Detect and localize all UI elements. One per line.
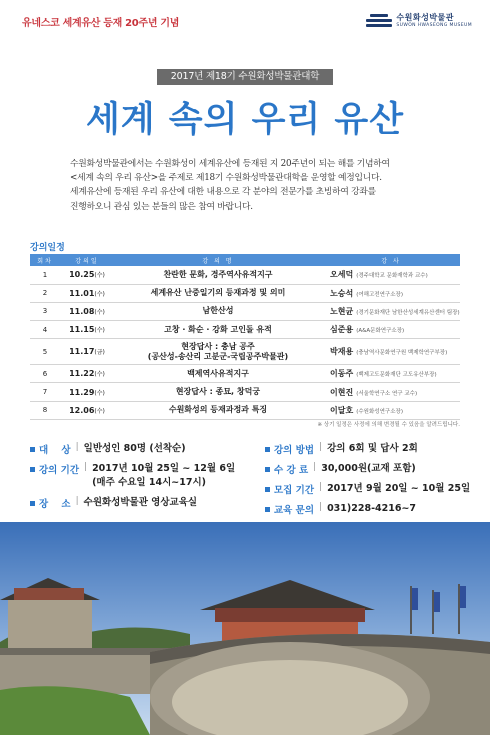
info-place: 장 소 | 수원화성박물관 영상교육실	[30, 496, 265, 510]
square-bullet-icon	[265, 487, 270, 492]
row-date: 11.29(수)	[60, 383, 114, 401]
table-row	[30, 339, 460, 365]
schedule-header-row	[30, 254, 460, 266]
info-fee: 수 강 료 | 30,000원(교재 포함)	[265, 462, 475, 476]
fortress-photo	[0, 522, 490, 735]
row-date: 11.15(수)	[60, 321, 114, 339]
info-period: 강의 기간 | 2017년 10월 25일 ~ 12월 6일 (매주 수요일 14시~17시)	[30, 462, 265, 490]
logo-text-ko: 수원화성박물관	[396, 12, 455, 22]
row-no: 3	[30, 302, 60, 320]
table-row	[30, 321, 460, 339]
info-contact: 교육 문의 | 031)228-4216~7	[265, 502, 475, 516]
page-title: 세계 속의 우리 유산	[85, 100, 405, 140]
row-lecturer: 박재용 (충남역사문화연구원 백제학연구부장)	[322, 339, 460, 365]
row-date: 11.01(수)	[60, 284, 114, 302]
row-topic: 수원화성의 등재과정과 특징	[114, 401, 322, 419]
square-bullet-icon	[30, 501, 35, 506]
table-row	[30, 266, 460, 284]
row-date: 11.22(수)	[60, 365, 114, 383]
info-recruit: 모집 기간 | 2017년 9월 20일 ~ 10월 25일	[265, 482, 475, 496]
square-bullet-icon	[30, 447, 35, 452]
row-no: 7	[30, 383, 60, 401]
row-lecturer: 이현진 (서울학연구소 연구 교수)	[322, 383, 460, 401]
row-topic: 백제역사유적지구	[114, 365, 322, 383]
table-row	[30, 401, 460, 419]
row-topic: 세계유산 난중일기의 등재과정 및 의미	[114, 284, 322, 302]
row-date: 11.17(금)	[60, 339, 114, 365]
row-date: 11.08(수)	[60, 302, 114, 320]
row-topic: 현장답사 : 충남 공주 (공산성-송산리 고분군-국립공주박물관)	[114, 339, 322, 365]
row-lecturer: 이동주 (백제고도문화재단 고도유산부장)	[322, 365, 460, 383]
row-topic: 찬란한 문화, 경주역사유적지구	[114, 266, 322, 284]
table-row	[30, 302, 460, 320]
row-lecturer: 이달호 (수원화성연구소장)	[322, 401, 460, 419]
row-topic: 남한산성	[114, 302, 322, 320]
square-bullet-icon	[30, 467, 35, 472]
header-topic: 강 의 명	[114, 254, 322, 266]
header-date: 강의일	[60, 254, 114, 266]
row-date: 12.06(수)	[60, 401, 114, 419]
info-right-column	[265, 442, 475, 522]
row-topic: 고창 · 화순 · 강화 고인돌 유적	[114, 321, 322, 339]
row-no: 2	[30, 284, 60, 302]
row-no: 8	[30, 401, 60, 419]
row-lecturer: 노현균 (경기문화재단 남한산성세계유산센터 팀장)	[322, 302, 460, 320]
header-no: 회차	[30, 254, 60, 266]
info-target: 대 상 | 일반성인 80명 (선착순)	[30, 442, 265, 456]
intro-text: 수원화성박물관에서는 수원화성이 세계유산에 등재된 지 20주년이 되는 해를 기념하여 <세계 속의 우리 유산>을 주제로 제18기 수원화성박물관대학을 운영할 예정입니다. 세계유산에 등재된 우리 유산에 대한 내용으로 각 분야의 전문가를 초빙하여 강좌를 진행하오니 관심 있는 분들의 많은 참여 바랍니다.	[70, 159, 390, 212]
program-banner: 2017년 제18기 수원화성박물관대학	[157, 69, 333, 85]
table-row	[30, 365, 460, 383]
museum-logo	[366, 12, 472, 28]
row-lecturer: 심준용 (A&A문화연구소장)	[322, 321, 460, 339]
schedule-label: 강의일정	[30, 243, 65, 253]
row-date: 10.25(수)	[60, 266, 114, 284]
square-bullet-icon	[265, 467, 270, 472]
row-lecturer: 오세덕 (경주대학교 문화재학과 교수)	[322, 266, 460, 284]
schedule-note: ※ 상기 일정은 사정에 의해 변경될 수 있음을 알려드립니다.	[317, 422, 460, 428]
anniversary-tag: 유네스코 세계유산 등재 20주년 기념	[22, 18, 180, 29]
table-row	[30, 383, 460, 401]
square-bullet-icon	[265, 447, 270, 452]
row-lecturer: 노승석 (여해고전연구소장)	[322, 284, 460, 302]
row-no: 5	[30, 339, 60, 365]
schedule-table	[30, 254, 460, 420]
info-left-column	[30, 442, 265, 516]
logo-icon	[366, 12, 392, 28]
logo-text-en: SUWON HWASEONG MUSEUM	[396, 23, 472, 28]
row-topic: 현장답사 : 종묘, 창덕궁	[114, 383, 322, 401]
row-no: 6	[30, 365, 60, 383]
row-no: 4	[30, 321, 60, 339]
square-bullet-icon	[265, 507, 270, 512]
table-row	[30, 284, 460, 302]
info-method: 강의 방법 | 강의 6회 및 답사 2회	[265, 442, 475, 456]
header-lecturer: 강 사	[322, 254, 460, 266]
row-no: 1	[30, 266, 60, 284]
